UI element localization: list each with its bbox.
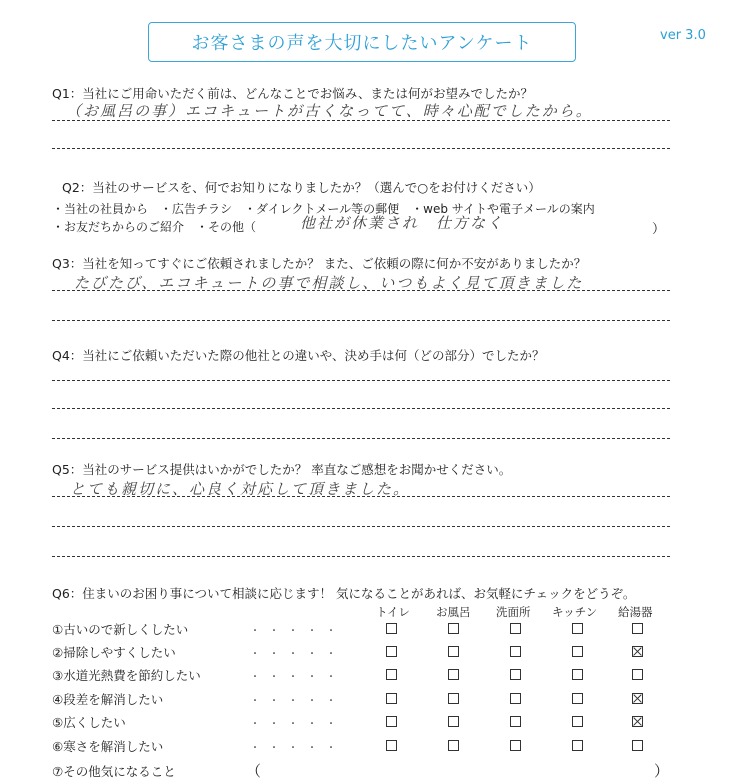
q5-answer[interactable]: とても親切に、心良く対応して頂きました。 <box>70 480 411 498</box>
checkbox[interactable] <box>572 669 583 680</box>
leader-dots: ・・・・・ <box>250 743 345 754</box>
answer-line <box>52 556 670 557</box>
checkbox[interactable] <box>572 646 583 657</box>
answer-line <box>52 120 670 121</box>
answer-line <box>52 526 670 527</box>
checkbox[interactable] <box>448 716 459 727</box>
checkbox[interactable] <box>632 740 643 751</box>
row-label: ⑥寒さを解消したい <box>52 739 164 754</box>
checkbox-checked[interactable] <box>632 646 643 657</box>
other-close-paren: ） <box>654 762 670 780</box>
row-other-label: ⑦その他気になること <box>52 764 176 779</box>
other-open-paren: （ <box>246 762 262 780</box>
checkbox[interactable] <box>448 693 459 704</box>
q3-question: Q3：当社を知ってすぐにご依頼されましたか？ また、ご依頼の際に何か不安がありましたか？ <box>52 256 587 271</box>
checkbox[interactable] <box>572 740 583 751</box>
checkbox[interactable] <box>448 646 459 657</box>
column-bath: お風呂 <box>436 605 471 619</box>
checkbox[interactable] <box>510 623 521 634</box>
row-label: ③水道光熱費を節約したい <box>52 668 201 683</box>
leader-dots: ・・・・・ <box>250 649 345 660</box>
answer-line <box>52 320 670 321</box>
leader-dots: ・・・・・ <box>250 672 345 683</box>
q5-question: Q5：当社のサービス提供はいかがでしたか？ 率直なご感想をお聞かせください。 <box>52 462 512 477</box>
checkbox[interactable] <box>510 669 521 680</box>
checkbox[interactable] <box>448 669 459 680</box>
leader-dots: ・・・・・ <box>250 626 345 637</box>
checkbox[interactable] <box>572 623 583 634</box>
checkbox-checked[interactable] <box>632 716 643 727</box>
q2-close-paren: ） <box>652 222 666 237</box>
q1-answer[interactable]: （お風呂の事）エコキュートが古くなってて、時々心配でしたから。 <box>66 102 593 120</box>
checkbox[interactable] <box>510 716 521 727</box>
checkbox[interactable] <box>386 740 397 751</box>
q4-question: Q4：当社にご依頼いただいた際の他社との違いや、決め手は何（どの部分）でしたか？ <box>52 348 545 363</box>
checkbox[interactable] <box>572 716 583 727</box>
q2-other-answer[interactable]: 他社が休業され 仕方なく <box>300 214 505 232</box>
checkbox[interactable] <box>572 693 583 704</box>
answer-line <box>52 408 670 409</box>
checkbox[interactable] <box>448 623 459 634</box>
row-label: ①古いので新しくしたい <box>52 622 189 637</box>
q2-question: Q2：当社のサービスを、何でお知りになりましたか？（選んで○をお付けください） <box>62 180 541 195</box>
checkbox[interactable] <box>510 646 521 657</box>
checkbox[interactable] <box>386 716 397 727</box>
checkbox[interactable] <box>632 623 643 634</box>
answer-line <box>52 380 670 381</box>
checkbox[interactable] <box>510 740 521 751</box>
survey-title: お客さまの声を大切にしたいアンケート <box>148 22 576 62</box>
answer-line <box>52 496 670 497</box>
answer-line <box>52 290 670 291</box>
column-water-heater: 給湯器 <box>618 605 653 619</box>
checkbox[interactable] <box>632 669 643 680</box>
column-toilet: トイレ <box>376 605 410 619</box>
answer-line <box>52 438 670 439</box>
version-label: ver 3.0 <box>660 28 706 43</box>
q1-question: Q1：当社にご用命いただく前は、どんなことでお悩み、または何がお望みでしたか？ <box>52 86 534 101</box>
column-kitchen: キッチン <box>552 605 598 619</box>
answer-line <box>52 148 670 149</box>
row-label: ④段差を解消したい <box>52 692 164 707</box>
checkbox[interactable] <box>386 646 397 657</box>
row-label: ⑤広くしたい <box>52 715 126 730</box>
checkbox-checked[interactable] <box>632 693 643 704</box>
checkbox[interactable] <box>386 623 397 634</box>
row-label: ②掃除しやすくしたい <box>52 645 176 660</box>
checkbox[interactable] <box>386 669 397 680</box>
leader-dots: ・・・・・ <box>250 696 345 707</box>
column-washroom: 洗面所 <box>496 605 531 619</box>
leader-dots: ・・・・・ <box>250 719 345 730</box>
checkbox[interactable] <box>510 693 521 704</box>
q6-question: Q6：住まいのお困り事について相談に応じます！ 気になることがあれば、お気軽にチェックをどうぞ。 <box>52 586 636 601</box>
checkbox[interactable] <box>448 740 459 751</box>
q3-answer[interactable]: たびたび、エコキュートの事で相談し、いつもよく見て頂きました <box>74 274 584 292</box>
q2-options-line1: ・当社の社員から ・広告チラシ ・ダイレクトメール等の郵便 ・web サイトや電子メールの案内 <box>52 202 595 216</box>
q2-options-line2: ・お友だちからのご紹介 ・その他（ <box>52 220 257 234</box>
checkbox[interactable] <box>386 693 397 704</box>
